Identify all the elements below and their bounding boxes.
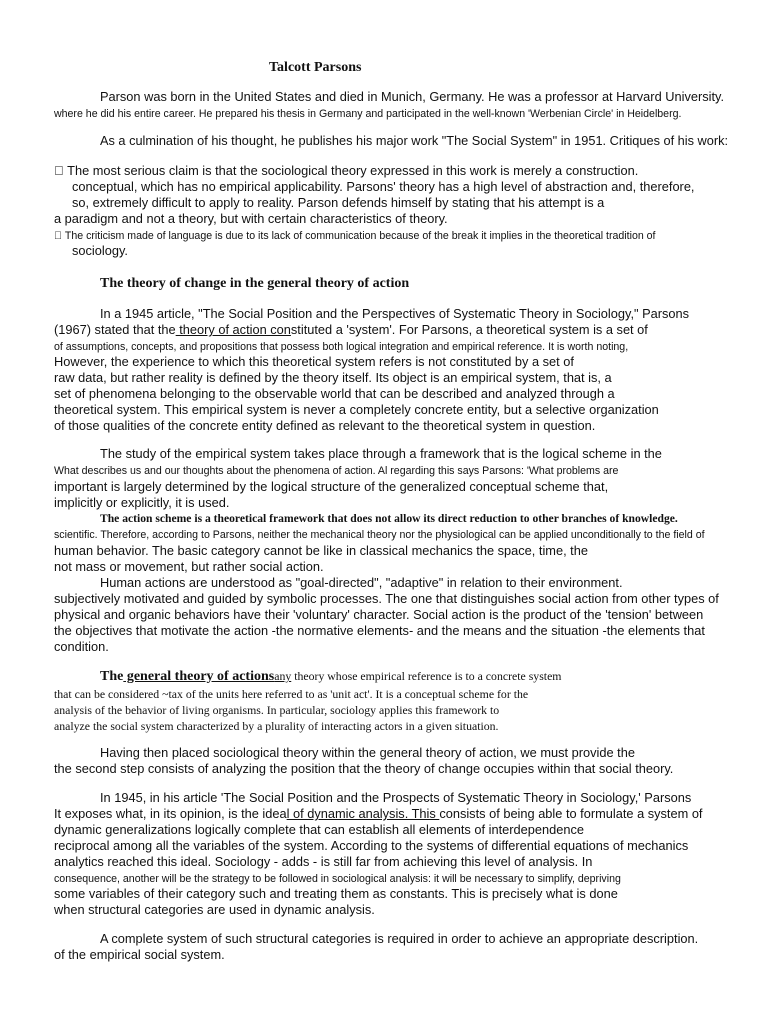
bullet-item-line: The most serious claim is that the sociological theory expressed in this work is merely a construction.	[54, 163, 626, 178]
paragraph-line: that can be considered ~tax of the units here referred to as 'unit act'. It is a conceptual scheme for the	[54, 687, 529, 701]
paragraph-line: The study of the empirical system takes place through a framework that is the logical scheme in the	[100, 446, 662, 461]
paragraph-line: (1967) stated that the theory of action constituted a 'system'. For Parsons, a theoretical system is a set of	[54, 322, 648, 337]
paragraph-line: reciprocal among all the variables of the system. According to the systems of differential equations of mechanics	[54, 838, 689, 853]
bullet-item-line: The criticism made of language is due to its lack of communication because of the break it implies in the theoretical tradition of	[54, 230, 645, 242]
paragraph-line: of those qualities of the concrete entity defined as relevant to the theoretical system in question.	[54, 418, 596, 433]
paragraph-line: of the empirical social system.	[54, 947, 225, 962]
paragraph-line: Parson was born in the United States and died in Munich, Germany. He was a professor at Harvard University.	[100, 89, 725, 104]
paragraph-line: What describes us and our thoughts about the phenomena of action. Al regarding this says Parsons: 'What problems are	[54, 465, 619, 477]
paragraph-line: set of phenomena belonging to the observable world that can be described and analyzed through a	[54, 386, 615, 401]
paragraph-line: condition.	[54, 639, 109, 654]
paragraph-line: raw data, but rather reality is defined by the theory itself. Its object is an empirical system, that is, a	[54, 370, 612, 385]
paragraph-line: analytics reached this ideal. Sociology - adds - is still far from achieving this level of analysis. In	[54, 854, 593, 869]
paragraph-line: subjectively motivated and guided by symbolic processes. The one that distinguishes social action from other types of	[54, 591, 719, 606]
bullet-glyph-icon	[54, 163, 64, 178]
paragraph-line: scientific. Therefore, according to Parsons, neither the mechanical theory nor the physiological can be applied unconditionally to the field of	[54, 529, 705, 541]
paragraph-line: In 1945, in his article 'The Social Position and the Prospects of Systematic Theory in Sociology,' Parsons	[100, 790, 692, 805]
paragraph-line: As a culmination of his thought, he publishes his major work "The Social System" in 1951. Critiques of his work:	[100, 133, 729, 148]
paragraph-line: implicitly or explicitly, it is used.	[54, 495, 230, 510]
paragraph-line: when structural categories are used in dynamic analysis.	[54, 902, 375, 917]
paragraph-line: important is largely determined by the logical structure of the generalized conceptual scheme that,	[54, 479, 609, 494]
paragraph-line: human behavior. The basic category cannot be like in classical mechanics the space, time, the	[54, 543, 588, 558]
paragraph-line: analyze the social system characterized by a plurality of interacting actors in a given situation.	[54, 719, 499, 733]
paragraph-line: However, the experience to which this theoretical system refers is not constituted by a set of	[54, 354, 574, 369]
paragraph-line: It exposes what, in its opinion, is the ideal of dynamic analysis. This consists of being able to formulate a system of	[54, 806, 703, 821]
paragraph-line: The action scheme is a theoretical framework that does not allow its direct reduction to other branches of knowledge.	[100, 512, 678, 525]
bullet-glyph-icon	[54, 230, 62, 242]
bullet-item-line: so, extremely difficult to apply to reality. Parson defends himself by stating that his attempt is a	[72, 195, 605, 210]
paragraph-line: analysis of the behavior of living organisms. In particular, sociology applies this framework to	[54, 703, 500, 717]
section-heading: The theory of change in the general theory of action	[100, 276, 410, 291]
paragraph-line: Human actions are understood as "goal-directed", "adaptive" in relation to their environment.	[100, 575, 623, 590]
paragraph-line: In a 1945 article, "The Social Position and the Perspectives of Systematic Theory in Sociology," Parsons	[100, 306, 690, 321]
paragraph-line: of assumptions, concepts, and propositions that possess both logical integration and empirical reference. It is worth noting,	[54, 341, 629, 353]
paragraph-line: physical and organic behaviors have their 'voluntary' character. Social action is the product of the 'tension' between	[54, 607, 704, 622]
paragraph-line: dynamic generalizations logically complete that can establish all elements of interdependence	[54, 822, 584, 837]
page-title: Talcott Parsons	[269, 60, 362, 75]
paragraph-line: theoretical system. This empirical system is never a completely concrete entity, but a selective organization	[54, 402, 659, 417]
paragraph-line: Having then placed sociological theory within the general theory of action, we must provide the	[100, 745, 635, 760]
paragraph-line: where he did his entire career. He prepared his thesis in Germany and participated in the well-known 'Werbenian Circle' in Heidelberg.	[54, 108, 682, 120]
bullet-item-line: a paradigm and not a theory, but with certain characteristics of theory.	[54, 211, 448, 226]
paragraph-line: the second step consists of analyzing the position that the theory of change occupies within that social theory.	[54, 761, 674, 776]
paragraph-line: A complete system of such structural categories is required in order to achieve an appropriate description.	[100, 931, 699, 946]
bullet-item-line: conceptual, which has no empirical applicability. Parsons' theory has a high level of abstraction and, therefore,	[72, 179, 695, 194]
paragraph-line: consequence, another will be the strategy to be followed in sociological analysis: it will be necessary to simplify, depriving	[54, 873, 621, 885]
paragraph-line: the objectives that motivate the action -the normative elements- and the means and the situation -the elements that	[54, 623, 705, 638]
paragraph-line: not mass or movement, but rather social action.	[54, 559, 324, 574]
bullet-item-line: sociology.	[72, 243, 128, 258]
paragraph-line: The general theory of actionsany theory whose empirical reference is to a concrete system	[100, 669, 562, 684]
paragraph-line: some variables of their category such and treating them as constants. This is precisely what is done	[54, 886, 618, 901]
